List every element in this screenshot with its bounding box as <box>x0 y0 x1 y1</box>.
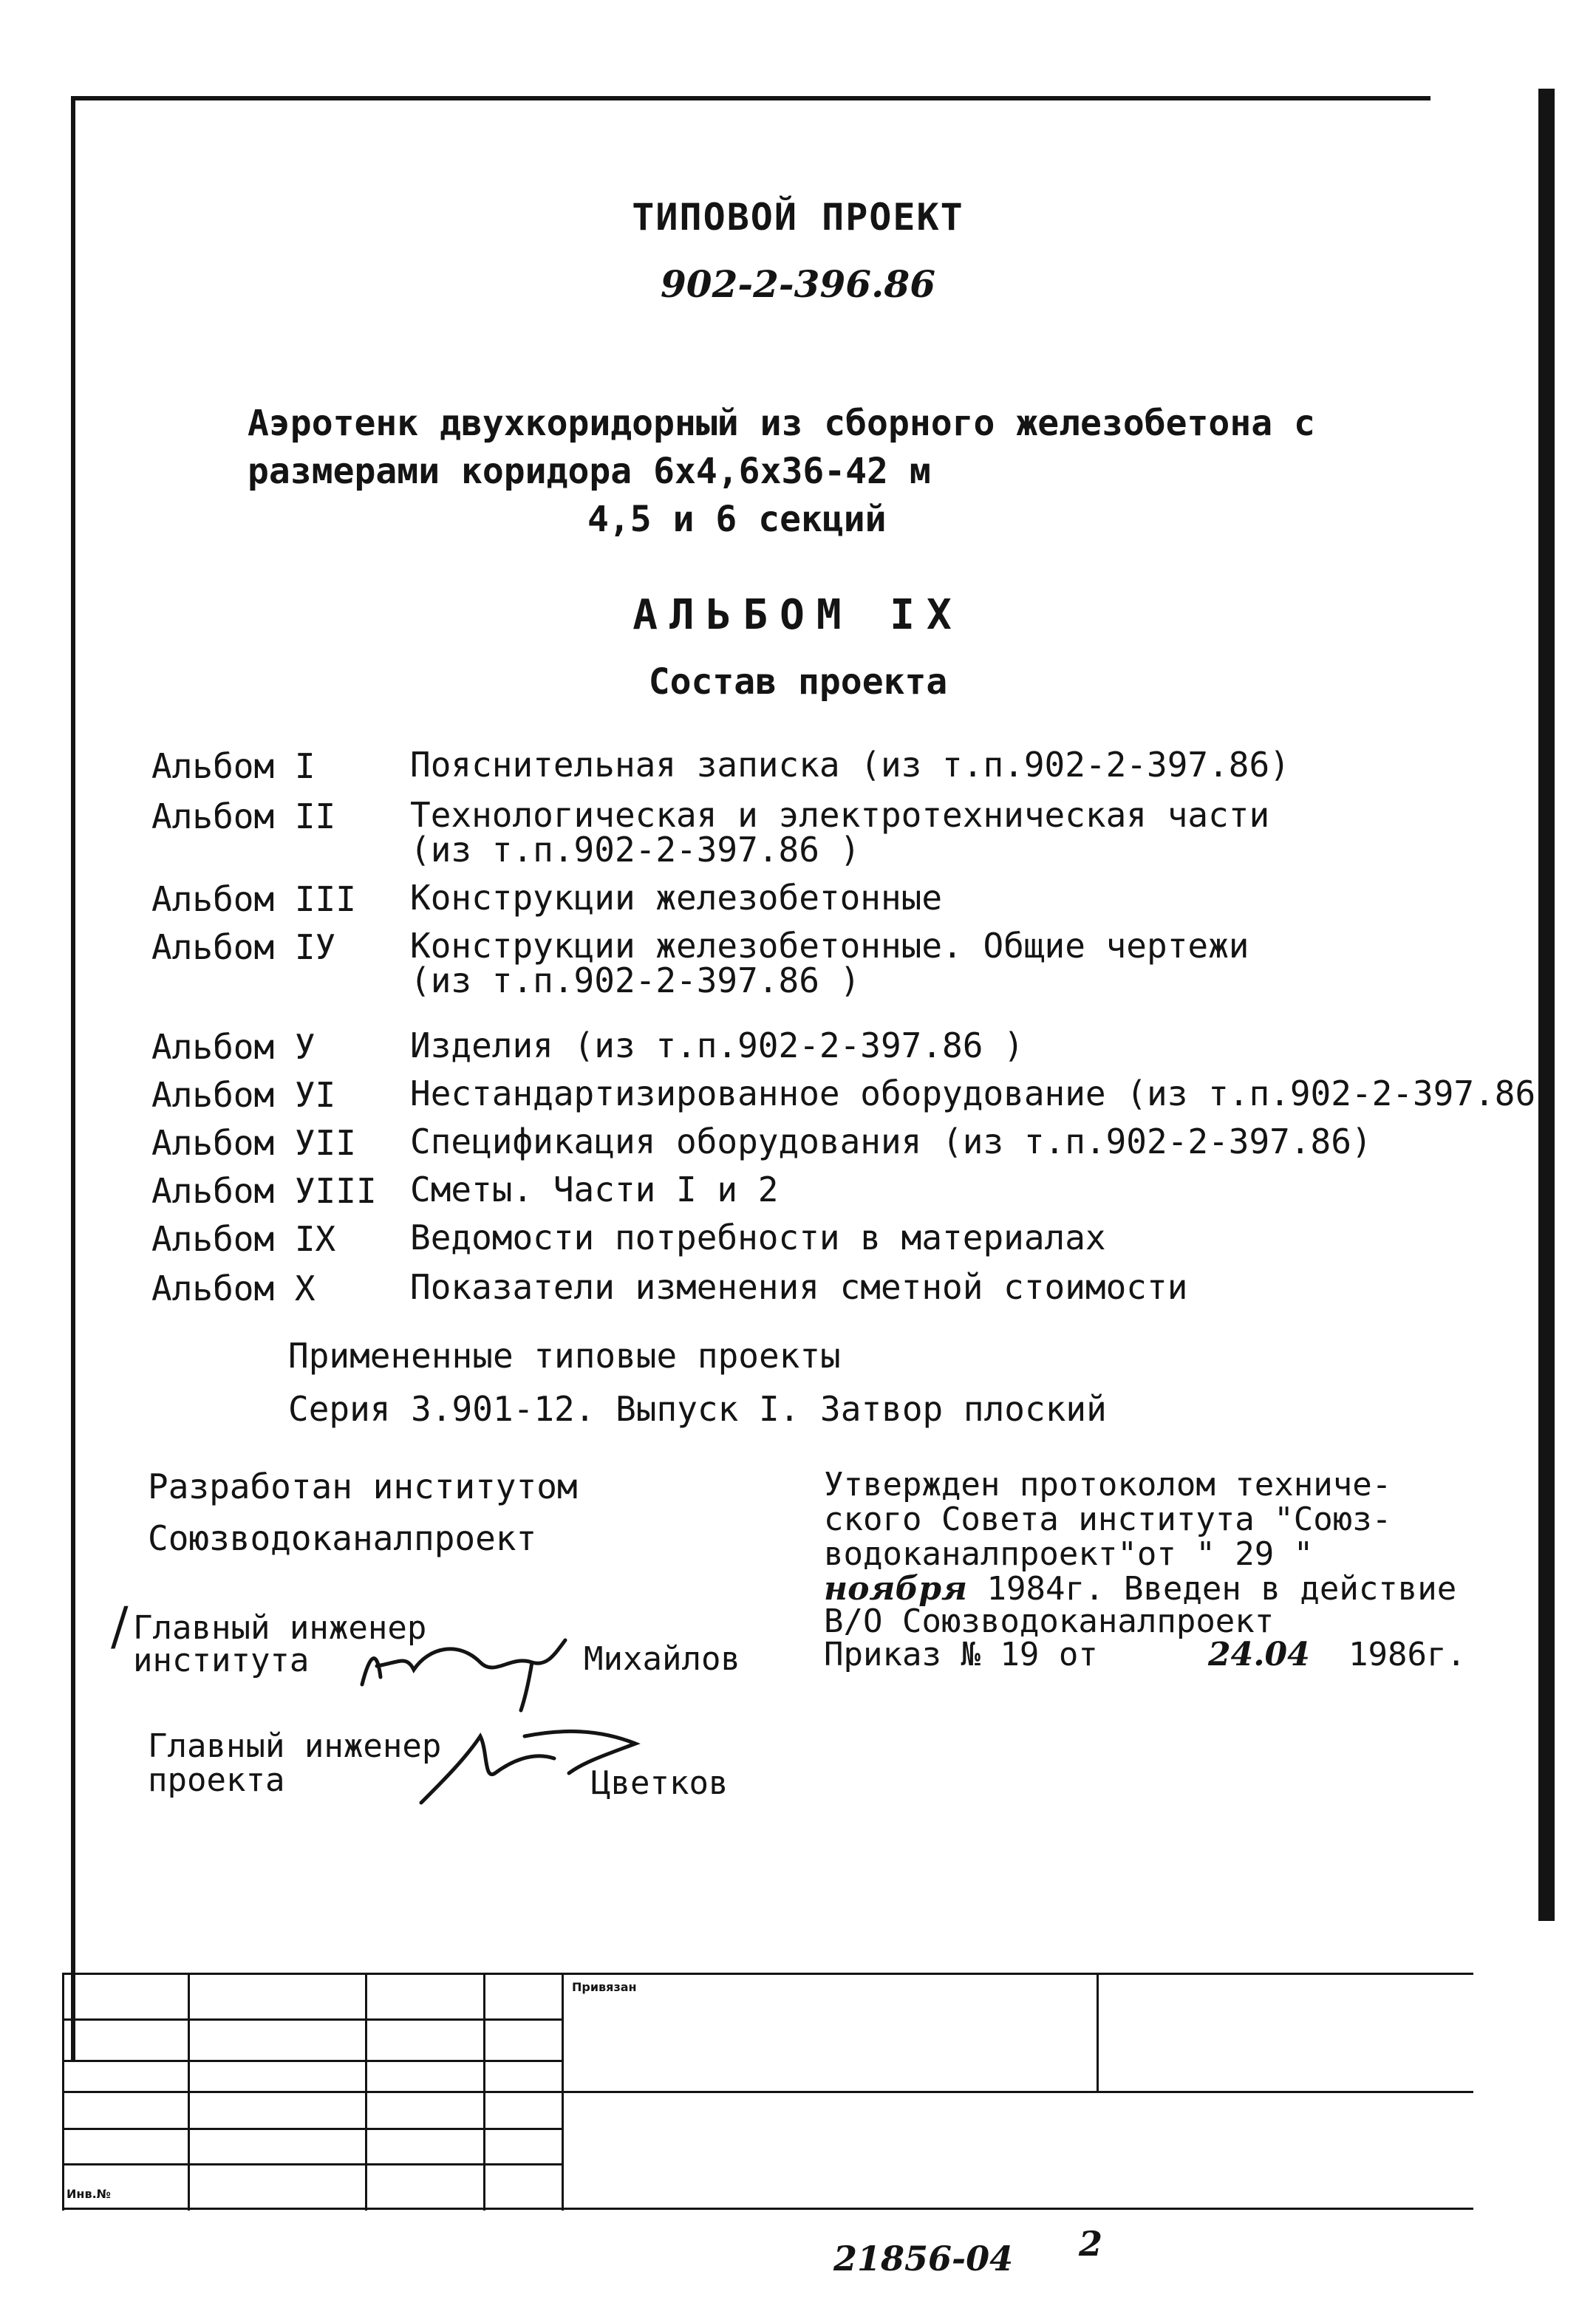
album-label: Альбом УI <box>151 1075 336 1115</box>
album-label: Альбом I <box>151 746 316 786</box>
developer-line-2: Союзводоканалпроект <box>148 1518 537 1558</box>
approval-year-text: 1984г. Введен в действие <box>967 1570 1457 1608</box>
album-label: Альбом УIII <box>151 1171 377 1211</box>
approval-line-6a: Приказ № 19 от <box>824 1636 1098 1673</box>
tb-line <box>62 2128 562 2130</box>
tb-line <box>562 1973 564 2211</box>
footer-page-number: 2 <box>1079 2224 1103 2264</box>
approval-order-year: 1986г. <box>1348 1636 1466 1673</box>
applied-projects-heading: Примененные типовые проекты <box>288 1336 841 1376</box>
album-text: Показатели изменения сметной стоимости <box>410 1267 1188 1307</box>
tb-line <box>365 1973 367 2211</box>
album-label: Альбом II <box>151 796 336 836</box>
approval-order-date: 24.04 <box>1208 1636 1310 1673</box>
chief-engineer-institute-title-2: института <box>133 1642 310 1679</box>
album-label: Альбом УII <box>151 1123 356 1163</box>
album-text: Сметы. Части I и 2 <box>410 1170 779 1209</box>
album-text: Ведомости потребности в материалах <box>410 1218 1106 1257</box>
album-text-cont: (из т.п.902-2-397.86 ) <box>410 830 861 870</box>
album-text: Конструкции железобетонные <box>410 878 943 918</box>
margin-slash-mark: / <box>111 1596 129 1656</box>
tb-line <box>62 2018 562 2021</box>
approval-line-1: Утвержден протоколом техниче- <box>824 1466 1392 1504</box>
subtitle-line-2: размерами коридора 6х4,6х36-42 м <box>248 451 931 492</box>
approval-line-3: водоканалпроект"от " 29 " <box>824 1535 1314 1573</box>
chief-engineer-institute-title: Главный инженер <box>133 1609 427 1647</box>
approval-line-2: ского Совета института "Союз- <box>824 1501 1392 1538</box>
approval-line-5: В/О Союзводоканалпроект <box>824 1603 1275 1640</box>
approval-month: ноября <box>824 1570 968 1608</box>
tb-line <box>62 2091 1473 2093</box>
album-text: Пояснительная записка (из т.п.902-2-397.86) <box>410 745 1290 785</box>
album-text: Нестандартизированное оборудование (из т.п.902-2-397.86) <box>410 1074 1556 1113</box>
album-label: Альбом III <box>151 879 356 919</box>
album-text: Технологическая и электротехническая части <box>410 795 1270 835</box>
subtitle-line-3: 4,5 и 6 секций <box>587 499 887 540</box>
album-text: Изделия (из т.п.902-2-397.86 ) <box>410 1025 1024 1065</box>
tb-line <box>62 2208 1473 2210</box>
album-text: Спецификация оборудования (из т.п.902-2-397.86) <box>410 1122 1372 1161</box>
tb-line <box>188 1973 190 2211</box>
developer-line-1: Разработан институтом <box>148 1467 578 1506</box>
chief-engineer-project-name: Цветков <box>591 1764 729 1802</box>
subtitle-line-1: Аэротенк двухкоридорный из сборного железобетона с <box>248 403 1315 444</box>
tb-line <box>483 1973 485 2211</box>
album-text-cont: (из т.п.902-2-397.86 ) <box>410 960 861 1000</box>
album-text: Конструкции железобетонные. Общие чертежи <box>410 926 1249 966</box>
chief-engineer-project-title: Главный инженер <box>148 1727 442 1765</box>
frame-right-border <box>1538 89 1555 1921</box>
tb-line <box>62 1973 64 2211</box>
signature-mikhailov <box>355 1611 591 1714</box>
footer-doc-number: 21856-04 <box>833 2239 1014 2279</box>
applied-projects-series: Серия 3.901-12. Выпуск I. Затвор плоский <box>288 1389 1107 1429</box>
tb-line <box>62 2060 562 2062</box>
album-label: Альбом X <box>151 1269 316 1308</box>
doc-type-title: ТИПОВОЙ ПРОЕКТ <box>632 196 964 239</box>
chief-engineer-project-title-2: проекта <box>148 1761 285 1799</box>
tb-line <box>1097 1973 1099 2091</box>
project-number: 902-2-396.86 <box>660 262 936 306</box>
frame-top-border <box>71 96 1430 100</box>
album-label: Альбом У <box>151 1027 316 1067</box>
album-title: АЛЬБОМ IX <box>632 591 964 639</box>
tb-privyazan-label: Привязан <box>572 1980 637 1994</box>
tb-line <box>62 2163 562 2165</box>
tb-line <box>62 1973 1473 1975</box>
chief-engineer-institute-name: Михайлов <box>584 1640 740 1678</box>
album-subtitle: Состав проекта <box>648 661 948 703</box>
album-label: Альбом IУ <box>151 927 336 967</box>
album-label: Альбом IX <box>151 1219 336 1259</box>
tb-inv-label: Инв.№ <box>66 2187 111 2201</box>
frame-left-border <box>71 96 75 2061</box>
title-block <box>62 1973 1473 2211</box>
